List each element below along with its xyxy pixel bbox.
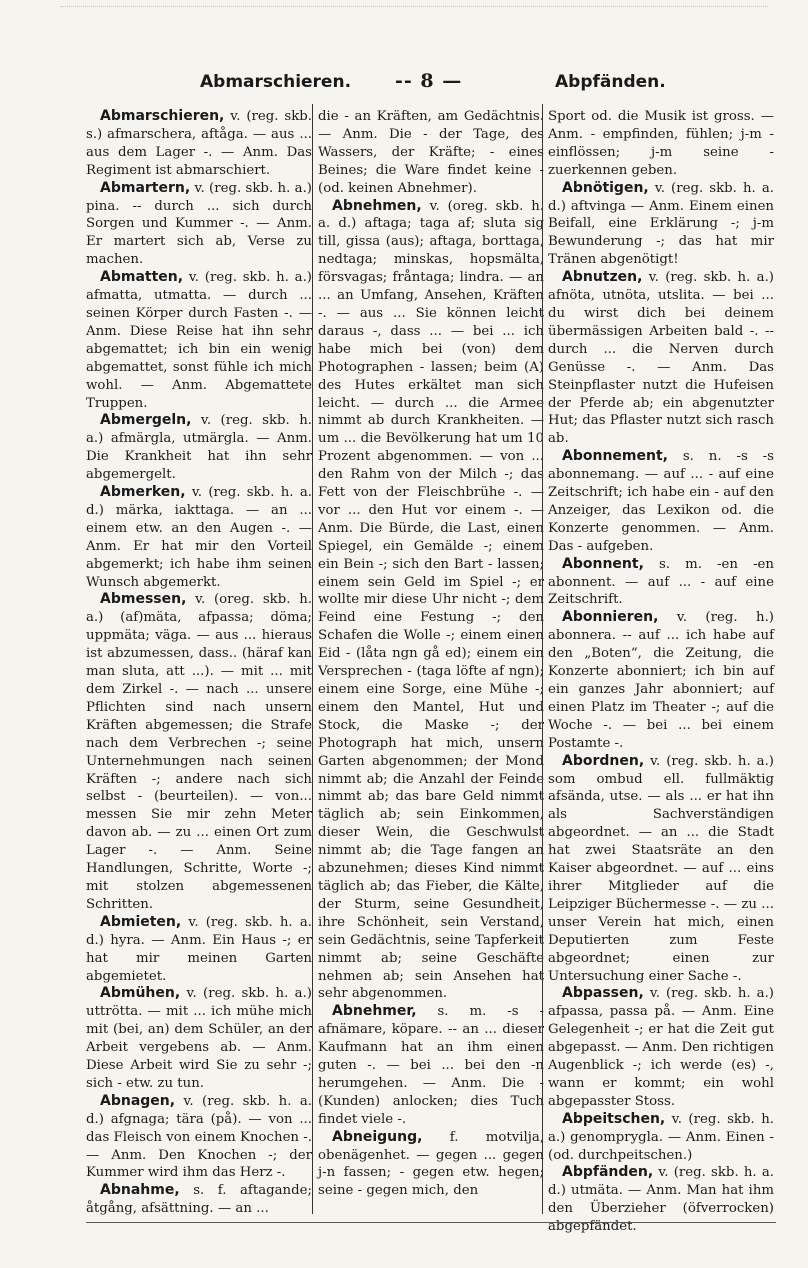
dictionary-entry (86, 1182, 312, 1218)
entry-headword: Abonnent, (562, 555, 644, 572)
entry-headword: Abmühen, (100, 985, 181, 1002)
entry-headword: Abmartern, (100, 179, 191, 196)
entry-definition: v. (reg. skb. h. a.) afpassa, passa på. — Anm. Eine Gelegenheit -; er hat die Zeit gut abgepasst. — Anm. Den richtigen Augenblick -; ich werde (es) -, wann er kommt; ein wohl abgepasster Stoss. (548, 986, 774, 1109)
dictionary-entry (86, 1093, 312, 1183)
entry-headword: Abmessen, (100, 591, 187, 608)
bottom-rule (86, 1222, 776, 1223)
entry-definition: Sport od. die Musik ist gross. — Anm. - empfinden, fühlen; j-m - einflössen; j-m seine - zuerkennen geben. (548, 109, 774, 178)
dictionary-entry (548, 1111, 774, 1165)
entry-definition: v. (reg. h.) abonnera. -- auf ... ich habe auf den „Boten“, die Zeitung, die Konzerte abonniert; ich bin auf ein ganzes Jahr abonniert; auf einen Platz im Theater -; auf die Woche -. — bei ... bei einem Postamte -. (548, 610, 774, 751)
left-running-headword: Abmarschieren. (200, 72, 352, 92)
dictionary-entry (86, 914, 312, 986)
dictionary-entry (548, 448, 774, 555)
entry-headword: Abmieten, (100, 913, 182, 930)
entry-definition: s. f. aftagande; åtgång, afsättning. — an ... (86, 1183, 312, 1217)
dictionary-entry (318, 198, 544, 1004)
dictionary-entry (548, 108, 774, 180)
dictionary-entry (548, 985, 774, 1110)
entry-headword: Abnehmer, (332, 1003, 417, 1020)
dictionary-entry (86, 412, 312, 484)
entry-definition: v. (reg. skb. h. a.) uttrötta. — mit ... ich mühe mich mit (bei, an) dem Schüler, an der Arbeit vergebens ab. — Anm. Diese Arbeit wird Sie zu sehr -; sich - etw. zu tun. (86, 986, 312, 1091)
entry-definition: v. (reg. skb. h. a.) afmatta, utmatta. — durch ... seinen Körper durch Fasten -. — Anm. Diese Reise hat ihn sehr abgemattet; ich bin ein wenig abgemattet, sonst fühle ich mich wohl. — Anm. Abgemattete Truppen. (86, 270, 312, 411)
entry-headword: Abmerken, (100, 484, 186, 501)
dictionary-entry (548, 269, 774, 448)
entry-definition: s. n. -s -s abonnemang. — auf ... - auf eine Zeitschrift; ich habe ein - auf den Anzeiger, das Lexikon od. die Konzerte genommen. — Anm. Das - aufgeben. (548, 449, 774, 554)
dictionary-entry (548, 556, 774, 610)
entry-headword: Abonnieren, (562, 609, 659, 626)
column-3 (548, 108, 774, 1235)
entry-headword: Abnutzen, (562, 269, 643, 286)
dictionary-entry (86, 985, 312, 1092)
entry-definition: s. m. -s - afnämare, köpare. -- an ... dieser Kaufmann hat an ihm einen guten -. — bei ... bei den -n herumgehen. — Anm. Die - (Kunden) anlocken; dies Tuch findet viele -. (318, 1004, 544, 1127)
page-number: -- 8 — (395, 70, 463, 92)
entry-definition: v. (reg. skb. h. a.) pina. -- durch ... sich durch Sorgen und Kummer -. — Anm. Er martert sich ab, Verse zu machen. (86, 180, 312, 268)
entry-definition: v. (reg. skb. h. a. d.) afgnaga; tära (på). — von ... das Fleisch von einem Knochen -. — Anm. Den Knochen -; der Kummer wird ihm das Herz -. (86, 1093, 312, 1181)
entry-headword: Abnagen, (100, 1092, 176, 1109)
column-1 (86, 108, 312, 1218)
entry-definition: v. (reg. skb. h. a. d.) hyra. — Anm. Ein Haus -; er hat mir meinen Garten abgemietet. (86, 914, 312, 984)
entry-definition: v. (reg. skb. s.) afmarschera, aftåga. — aus ... aus dem Lager -. — Anm. Das Regiment ist abmarschiert. (86, 109, 312, 178)
entry-definition: v. (reg. skb. h. a.) afnöta, utnöta, utslita. — bei ... du wirst dich bei deinem übermässigen Arbeiten bald -. -- durch ... die Nerven durch Genüsse -. — Anm. Das Steinpflaster nutzt die Hufeisen der Pferde ab; ein abgenutzter Hut; das Pflaster nutzt sich rasch ab. (548, 270, 774, 447)
entry-definition: v. (reg. skb. h. a. d.) märka, iakttaga. — an ... einem etw. an den Augen -. — Anm. Er hat mir den Vorteil abgemerkt; ich habe ihm seinen Wunsch abgemerkt. (86, 485, 312, 590)
entry-headword: Abonnement, (562, 448, 668, 465)
entry-definition: v. (reg. skb. h. a.) genomprygla. — Anm. Einen - (od. durchpeitschen.) (548, 1111, 774, 1163)
dictionary-entry (548, 753, 774, 986)
column-2 (318, 108, 544, 1218)
dictionary-entry (548, 609, 774, 752)
entry-definition: v. (reg. skb. h. a.) afmärgla, utmärgla. — Anm. Die Krankheit hat ihn sehr abgemergelt. (86, 413, 313, 483)
entry-definition: die - an Kräften, am Gedächtnis. — Anm. Die - der Tage, des Wassers, der Kräfte; - eines Beines; die Ware findet keine - (od. keinen Abnehmer). (318, 109, 544, 196)
dictionary-entry (318, 1129, 544, 1201)
entry-definition: v. (reg. skb. h. a. d.) utmäta. — Anm. Man hat ihm den Überzieher (öfverrocken) abgepfändet. (548, 1165, 774, 1235)
entry-definition: v. (reg. skb. h. a.) som ombud ell. fullmäktig afsända, utse. — als ... er hat ihn als Sachverständigen abgeordnet. — an ... die Stadt hat zwei Staatsräte an den Kaiser abgeordnet. — auf ... eins ihrer Mitglieder auf die Leipziger Büchermesse -. — zu ... unser Verein hat mich, einen Deputierten zum Feste abgeordnet; einen zur Untersuchung einer Sache -. (548, 753, 774, 984)
column-divider (312, 104, 313, 1214)
entry-headword: Abpfänden, (562, 1164, 654, 1181)
dictionary-entry (86, 591, 312, 913)
column-divider (542, 104, 543, 1214)
entry-definition: f. motvilja, obenägenhet. — gegen ... gegen j-n fassen; - gegen etw. hegen; seine - gegen mich, den (318, 1129, 544, 1199)
dictionary-entry (86, 484, 312, 591)
dictionary-entry (548, 180, 774, 270)
entry-definition: v. (reg. skb. h. a. d.) aftvinga — Anm. Einem einen Beifall, eine Erklärung -; j-m Bewunderung -; das hat mir Tränen abgenötigt! (548, 180, 774, 268)
entry-definition: v. (oreg. skb. h. a. d.) aftaga; taga af; sluta sig till, gissa (aus); aftaga, borttaga, nedtaga; minskas, hopsmälta, försvagas; fråntaga; lindra. — an ... an Umfang, Ansehen, Kräften -. — aus ... Sie können leicht daraus -, dass ... — bei ... ich habe mich bei (von) dem Photographen - lassen; beim (A) des Hutes erkältet man sich leicht. — durch ... die Armee nimmt ab durch Krankheiten. — um ... die Bevölkerung hat um 10 Prozent abgenommen. — von ... den Rahm von der Milch -; das Fett von der Fleischbrühe -. — vor ... den Hut vor einem -. — Anm. Die Bürde, die Last, einen Spiegel, ein Gemälde -; einem ein Bein -; sich den Bart - lassen; einem sein Geld im Spiel -; er wollte mir diese Uhr nicht -; dem Feind eine Festung -; den Schafen die Wolle -; einem einen Eid - (låta ngn gå ed); einem ein Versprechen - (taga löfte af ngn); einem eine Sorge, eine Mühe -; einem den Mantel, Hut und Stock, die Maske -; der Photograph hat mich, unsern Garten abgenommen; der Mond nimmt ab; die Anzahl der Feinde nimmt ab; das bare Geld nimmt täglich ab; sein Einkommen, dieser Wein, die Geschwulst nimmt ab; die Tage fangen an abzunehmen; dieses Kind nimmt täglich ab; das Fieber, die Kälte, der Sturm, seine Gesundheit, ihre Schönheit, sein Verstand, sein Gedächtnis, seine Tapferkeit nimmt ab; seine Geschäfte nehmen ab; sein Ansehen hat sehr abgenommen. (318, 198, 544, 1002)
entry-headword: Abmarschieren, (100, 108, 225, 124)
entry-headword: Abnahme, (100, 1182, 180, 1199)
dictionary-entry (86, 180, 312, 270)
dictionary-entry (86, 269, 312, 412)
entry-headword: Abnehmen, (332, 197, 422, 214)
page-header (110, 72, 800, 98)
entry-headword: Abneigung, (332, 1128, 423, 1145)
dictionary-entry (548, 1164, 774, 1236)
top-edge-dotted-line (60, 6, 768, 7)
dictionary-entry (318, 1003, 544, 1128)
entry-headword: Abpeitschen, (562, 1110, 666, 1127)
right-running-headword: Abpfänden. (555, 72, 666, 92)
entry-headword: Abpassen, (562, 985, 644, 1002)
entry-headword: Abnötigen, (562, 179, 649, 196)
dictionary-entry (86, 108, 312, 180)
entry-headword: Abmergeln, (100, 412, 192, 429)
entry-definition: s. m. -en -en abonnent. — auf ... - auf eine Zeitschrift. (548, 556, 774, 608)
dictionary-entry (318, 108, 544, 198)
entry-definition: v. (oreg. skb. h. a.) (af)mäta, afpassa; döma; uppmäta; väga. — aus ... hieraus ist abzumessen, dass.. (häraf kan man sluta, att ...). — mit ... mit dem Zirkel -. — nach ... unsere Pflichten sind nach unsern Kräften abgemessen; die Strafe nach dem Verbrechen -; seine Unternehmungen nach seinen Kräften -; andere nach sich selbst - (beurteilen). — von... messen Sie mir zehn Meter davon ab. — zu ... einen Ort zum Lager -. — Anm. Seine Handlungen, Schritte, Worte -; mit stolzen abgemessenen Schritten. (86, 592, 312, 912)
entry-headword: Abordnen, (562, 752, 645, 769)
entry-headword: Abmatten, (100, 269, 184, 286)
